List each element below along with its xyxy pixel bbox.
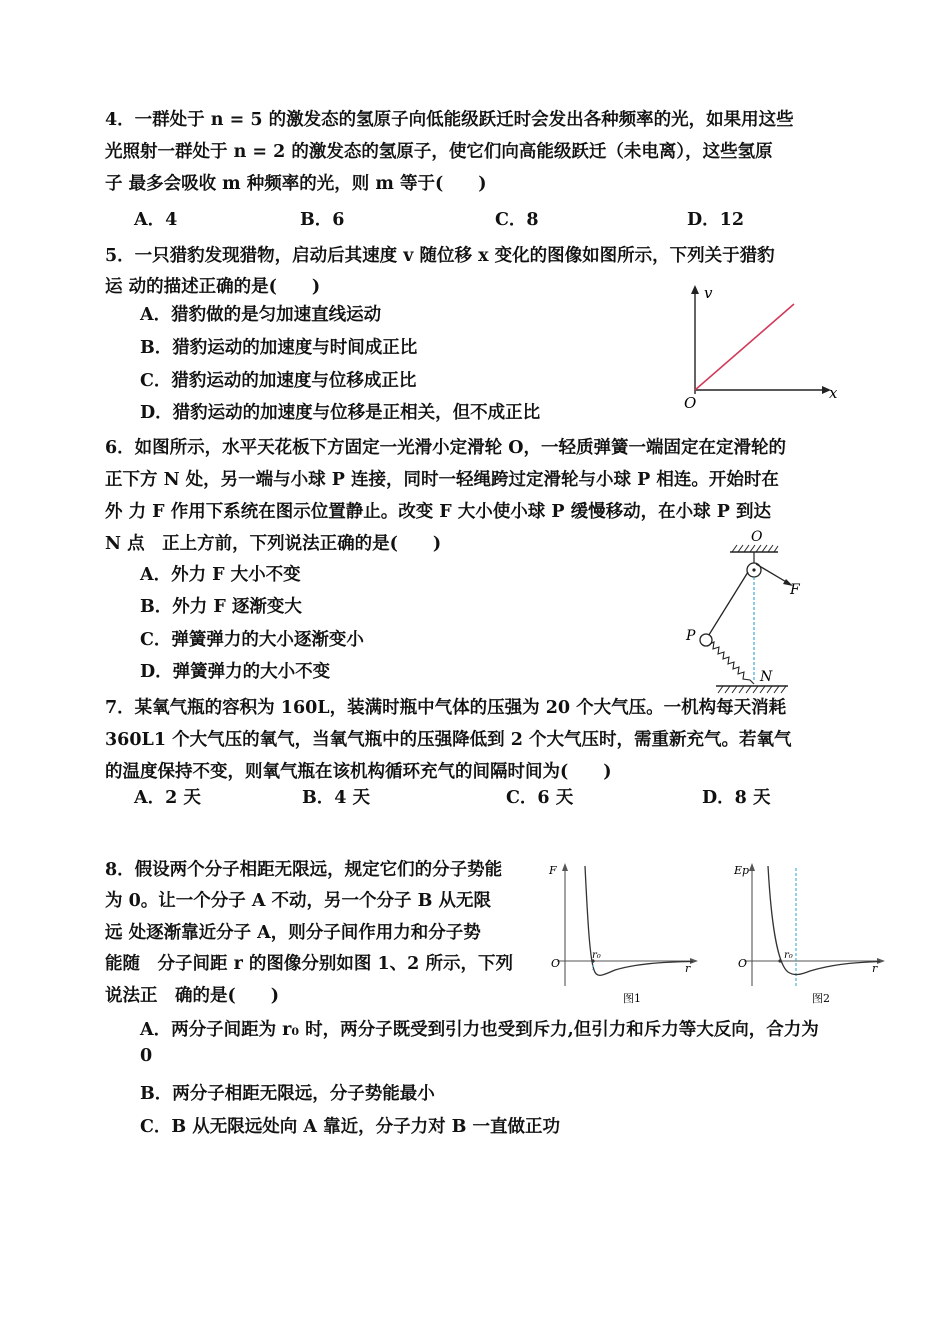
fig2-y-label: Ep (734, 864, 750, 877)
fig2-origin: O (738, 957, 748, 970)
q5-velocity-displacement-graph (678, 282, 848, 414)
q7-line-1: 7．某氧气瓶的容积为 160L，装满时瓶中气体的压强为 20 个大气压。一机构每天消耗 (105, 698, 787, 718)
q7-option-b[interactable]: B．4 天 (302, 788, 371, 808)
q4-option-d[interactable]: D．12 (687, 210, 745, 230)
q5-y-label: v (704, 284, 713, 302)
fig1-r-label: r (685, 962, 691, 975)
q5-y-arrow (691, 285, 699, 294)
q5-v-x-line (695, 304, 794, 390)
q6-line-4: N 点 正上方前，下列说法正确的是( ) (105, 534, 442, 554)
q7-line-3: 的温度保持不变，则氧气瓶在该机构循环充气的间隔时间为( ) (105, 762, 612, 782)
q8-line-5: 说法正 确的是( ) (105, 986, 280, 1006)
q5-line-1: 5．一只猎豹发现猎物，启动后其速度 v 随位移 x 变化的图像如图所示，下列关于猎豹 (105, 246, 775, 266)
q6-line-1: 6．如图所示，水平天花板下方固定一光滑小定滑轮 O，一轻质弹簧一端固定在定滑轮的 (105, 438, 787, 458)
q8-option-a-continued: 0 (140, 1046, 153, 1066)
q8-option-a[interactable]: A．两分子间距为 r₀ 时，两分子既受到引力也受到斥力,但引力和斥力等大反向，合力为 (140, 1020, 819, 1040)
q7-line-2: 360L1 个大气压的氧气，当氧气瓶中的压强降低到 2 个大气压时，需重新充气。若氧气 (105, 730, 792, 750)
q6-label-p: P (686, 628, 696, 644)
q5-option-d[interactable]: D．猎豹运动的加速度与位移是正相关，但不成正比 (140, 403, 541, 423)
q6-option-c[interactable]: C．弹簧弹力的大小逐渐变小 (140, 630, 364, 650)
fig1-origin: O (551, 957, 561, 970)
q8-figure-1-force-curve (545, 858, 710, 1008)
q6-label-o: O (751, 529, 763, 545)
q4-line-1: 4．一群处于 n = 5 的激发态的氢原子向低能级跃迁时会发出各种频率的光，如果用这些 (105, 110, 794, 130)
q7-option-c[interactable]: C．6 天 (506, 788, 574, 808)
q4-line-2: 光照射一群处于 n = 2 的激发态的氢原子，使它们向高能级跃迁（未电离），这些氢原 (105, 142, 773, 162)
fig1-caption: 图1 (623, 992, 641, 1005)
fig1-y-label: F (549, 864, 557, 877)
q6-spring (710, 642, 754, 684)
q5-option-c[interactable]: C．猎豹运动的加速度与位移成正比 (140, 371, 417, 391)
q8-option-b[interactable]: B．两分子相距无限远，分子势能最小 (140, 1084, 435, 1104)
q8-option-c[interactable]: C．B 从无限远处向 A 靠近，分子力对 B 一直做正功 (140, 1117, 561, 1137)
q5-line-2: 运 动的描述正确的是( ) (105, 277, 321, 297)
q6-option-d[interactable]: D．弹簧弹力的大小不变 (140, 662, 331, 682)
fig1-force-curve (585, 866, 693, 975)
q6-option-a[interactable]: A．外力 F 大小不变 (140, 565, 301, 585)
q4-option-a[interactable]: A．4 (134, 210, 178, 230)
q8-figure-2-potential-curve (732, 858, 897, 1008)
q6-rope-to-p (707, 572, 748, 638)
q6-line-3: 外 力 F 作用下系统在图示位置静止。改变 F 大小使小球 P 缓慢移动，在小球 P 到达 (105, 502, 771, 522)
q6-option-b[interactable]: B．外力 F 逐渐变大 (140, 597, 302, 617)
q8-line-1: 8．假设两个分子相距无限远，规定它们的分子势能 (105, 860, 503, 880)
q6-pulley-axle (752, 568, 755, 571)
q6-ceiling-hatch (732, 545, 778, 552)
q5-x-label: x (829, 384, 838, 402)
q5-origin-label: O (684, 394, 697, 412)
q8-line-3: 远 处逐渐靠近分子 A，则分子间作用力和分子势 (105, 923, 481, 943)
fig1-r0-label: r₀ (592, 950, 601, 961)
q5-option-a[interactable]: A．猎豹做的是匀加速直线运动 (140, 305, 382, 325)
q4-line-3: 子 最多会吸收 m 种频率的光，则 m 等于( ) (105, 174, 487, 194)
q7-option-d[interactable]: D．8 天 (702, 788, 771, 808)
q4-option-b[interactable]: B．6 (300, 210, 345, 230)
q6-label-n: N (760, 669, 773, 685)
fig2-caption: 图2 (812, 992, 830, 1005)
q7-option-a[interactable]: A．2 天 (134, 788, 201, 808)
fig2-r0-label: r₀ (784, 950, 793, 961)
q8-line-2: 为 0。让一个分子 A 不动，另一个分子 B 从无限 (105, 891, 492, 911)
q6-label-f: F (790, 582, 800, 598)
q6-line-2: 正下方 N 处，另一端与小球 P 连接，同时一轻绳跨过定滑轮与小球 P 相连。开始时在 (105, 470, 779, 490)
q5-option-b[interactable]: B．猎豹运动的加速度与时间成正比 (140, 338, 418, 358)
q6-pulley-spring-figure (680, 528, 810, 700)
q6-floor-hatch (718, 686, 786, 693)
fig2-r-label: r (872, 962, 878, 975)
q8-line-4: 能随 分子间距 r 的图像分别如图 1、2 所示，下列 (105, 954, 513, 974)
q4-option-c[interactable]: C．8 (495, 210, 539, 230)
